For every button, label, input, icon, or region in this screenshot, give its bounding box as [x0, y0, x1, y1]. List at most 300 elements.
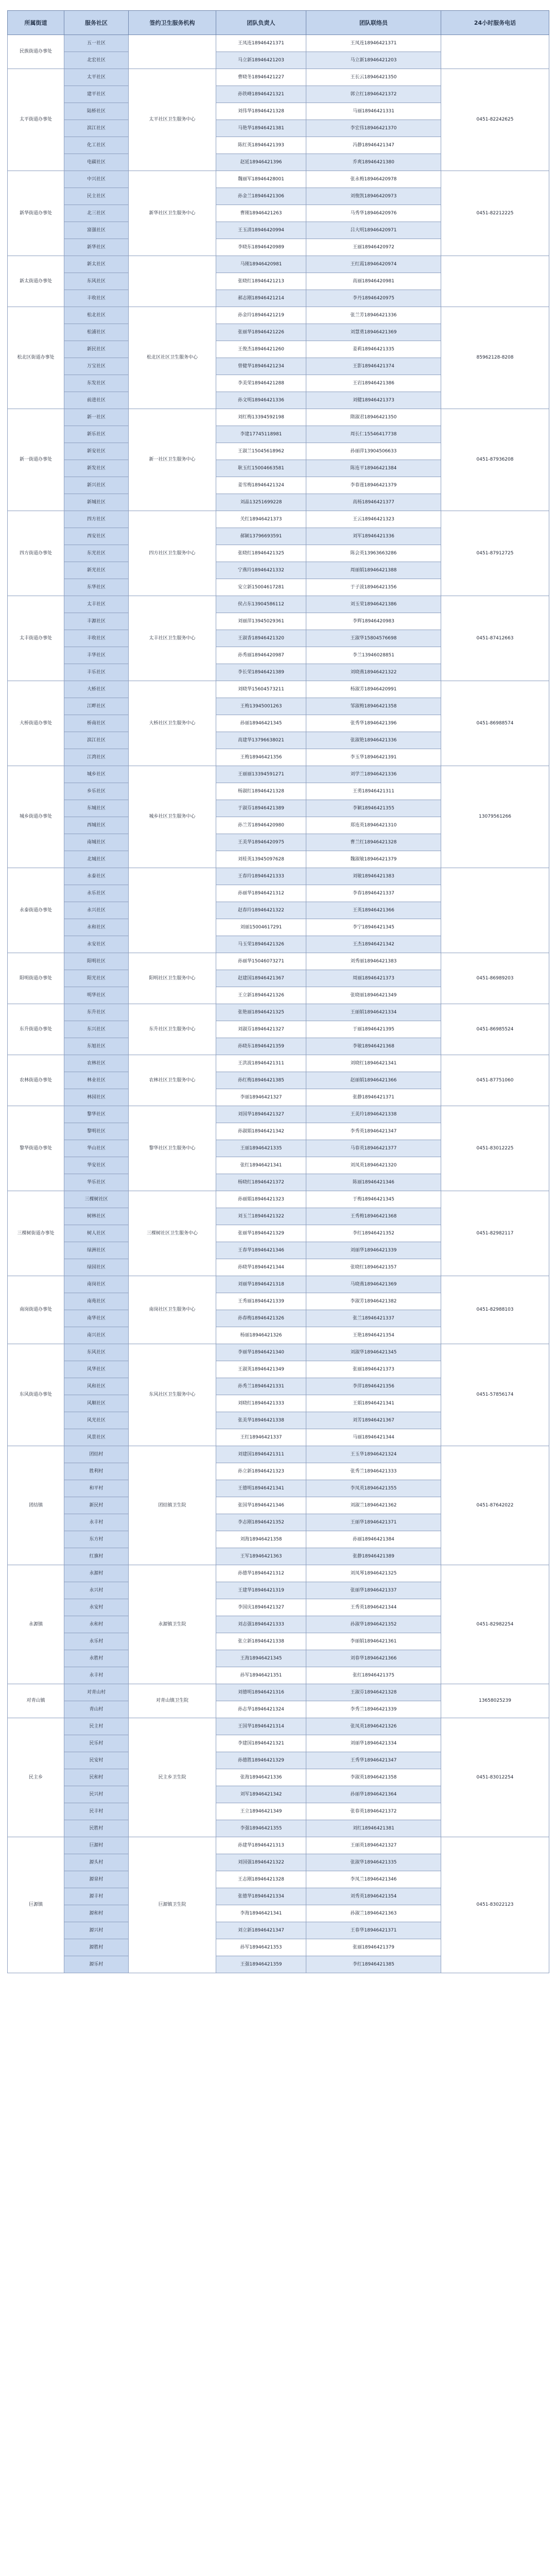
team-leader-cell: 李长荣18946421389	[216, 664, 306, 681]
team-leader-cell: 孙晓东18946421359	[216, 1038, 306, 1055]
team-leader-cell: 王海18946421345	[216, 1650, 306, 1667]
liaison-cell: 王云18946421323	[306, 511, 441, 528]
team-leader-cell: 王美华18946420975	[216, 834, 306, 851]
community-cell: 富强社区	[64, 222, 129, 239]
liaison-cell: 孙丽华18946421364	[306, 1786, 441, 1803]
liaison-cell: 王岩18946421386	[306, 375, 441, 392]
team-leader-cell: 李强18946421355	[216, 1820, 306, 1837]
community-cell: 丰收社区	[64, 630, 129, 647]
liaison-cell: 王美玲18946421338	[306, 1106, 441, 1123]
liaison-cell: 刘玉荣18946421386	[306, 596, 441, 613]
community-cell: 永乐社区	[64, 885, 129, 902]
hospital-cell: 太丰社区卫生服务中心	[129, 596, 216, 681]
liaison-cell: 刘军18946421336	[306, 528, 441, 545]
liaison-cell: 刘晓红18946421341	[306, 1055, 441, 1072]
liaison-cell: 李丽娟18946421361	[306, 1633, 441, 1650]
team-leader-cell: 张晓红18946421213	[216, 273, 306, 290]
community-cell: 永乐村	[64, 1633, 129, 1650]
header-community: 服务社区	[64, 11, 129, 35]
team-leader-cell: 孙秀丽18946420987	[216, 647, 306, 664]
team-leader-cell: 孙丽娟18946421323	[216, 1191, 306, 1208]
community-cell: 华山社区	[64, 1140, 129, 1157]
street-cell: 对青山镇	[8, 1684, 64, 1718]
community-cell: 西城社区	[64, 817, 129, 834]
liaison-cell: 周丽娟18946421388	[306, 562, 441, 579]
liaison-cell: 马丽18946421331	[306, 103, 441, 120]
team-leader-cell: 刘德明18946421316	[216, 1684, 306, 1701]
street-cell: 新一街道办事处	[8, 409, 64, 511]
liaison-cell: 刘淑兰18946421362	[306, 1497, 441, 1514]
street-cell: 阳明街道办事处	[8, 953, 64, 1004]
street-cell: 太平街道办事处	[8, 69, 64, 171]
community-cell: 林业社区	[64, 1072, 129, 1089]
hotline-cell: 0451-83022123	[441, 1837, 549, 1973]
table-row	[8, 953, 549, 970]
liaison-cell: 于丽18946421395	[306, 1021, 441, 1038]
team-leader-cell: 王秀丽18946421339	[216, 1293, 306, 1310]
liaison-cell: 王丽18946420972	[306, 239, 441, 256]
table-row	[8, 596, 549, 613]
team-leader-cell: 孙丽华18946421312	[216, 885, 306, 902]
street-cell: 巨源镇	[8, 1837, 64, 1973]
community-cell: 新发社区	[64, 460, 129, 477]
team-leader-cell: 王丽丽13394591271	[216, 766, 306, 783]
liaison-cell: 李秀兰18946421339	[306, 1701, 441, 1718]
hotline-cell: 0451-82242625	[441, 69, 549, 171]
community-cell: 滨江社区	[64, 120, 129, 137]
table-row	[8, 681, 549, 698]
community-cell: 民和村	[64, 1769, 129, 1786]
liaison-cell: 张秀兰18946421333	[306, 1463, 441, 1480]
liaison-cell: 刘芳18946421367	[306, 1412, 441, 1429]
community-cell: 绿园社区	[64, 1259, 129, 1276]
community-cell: 东升社区	[64, 1004, 129, 1021]
team-leader-cell: 刘红梅13394592198	[216, 409, 306, 426]
community-cell: 农林社区	[64, 1055, 129, 1072]
hotline-cell: 0451-87751060	[441, 1055, 549, 1106]
team-leader-cell: 孙丽华15046073271	[216, 953, 306, 970]
team-leader-cell: 刘建国18946421311	[216, 1446, 306, 1463]
liaison-cell: 张秀华18946421396	[306, 715, 441, 732]
hotline-cell: 13079561266	[441, 766, 549, 868]
liaison-cell: 刘淑华18946421345	[306, 1344, 441, 1361]
community-cell: 城乡社区	[64, 766, 129, 783]
street-cell: 东风街道办事处	[8, 1344, 64, 1446]
street-cell: 新华街道办事处	[8, 171, 64, 256]
team-leader-cell: 李丽华18946421340	[216, 1344, 306, 1361]
community-cell: 化工社区	[64, 137, 129, 154]
street-cell: 三棵树街道办事处	[8, 1191, 64, 1276]
street-cell: 新太街道办事处	[8, 256, 64, 307]
liaison-cell: 周长仁15546417738	[306, 426, 441, 443]
liaison-cell: 李秀英18946421347	[306, 1123, 441, 1140]
hotline-cell: 0451-82988103	[441, 1276, 549, 1344]
community-cell: 永兴社区	[64, 902, 129, 919]
hotline-cell	[441, 868, 549, 953]
table-row	[8, 409, 549, 426]
team-leader-cell: 王德明18946421341	[216, 1480, 306, 1497]
team-leader-cell: 孙志华18946421324	[216, 1701, 306, 1718]
community-cell: 南华社区	[64, 1310, 129, 1327]
team-leader-cell: 王志刚18946421328	[216, 1871, 306, 1888]
team-leader-cell: 王淑兰15045618962	[216, 443, 306, 460]
team-leader-cell: 王洪波18946421311	[216, 1055, 306, 1072]
liaison-cell: 刘敏18946421383	[306, 868, 441, 885]
family-doctor-team-table	[7, 10, 549, 1973]
table-row	[8, 1565, 549, 1582]
team-leader-cell: 王俊杰18946421260	[216, 341, 306, 358]
team-leader-cell: 王丽18946421335	[216, 1140, 306, 1157]
team-leader-cell: 王春玲18946421333	[216, 868, 306, 885]
team-leader-cell: 孙文明18946421336	[216, 392, 306, 409]
street-cell: 永源镇	[8, 1565, 64, 1684]
team-leader-cell: 刘玉兰18946421322	[216, 1208, 306, 1225]
community-cell: 松浦社区	[64, 324, 129, 341]
community-cell: 永和村	[64, 1616, 129, 1633]
community-cell: 团结村	[64, 1446, 129, 1463]
community-cell: 桥南社区	[64, 715, 129, 732]
community-cell: 东风社区	[64, 273, 129, 290]
hospital-cell: 城乡社区卫生服务中心	[129, 766, 216, 868]
community-cell: 东旭社区	[64, 1038, 129, 1055]
liaison-cell: 王杰18946421342	[306, 936, 441, 953]
hospital-cell: 民主乡卫生院	[129, 1718, 216, 1837]
street-cell: 黎华街道办事处	[8, 1106, 64, 1191]
team-leader-cell: 刘桂英13945097628	[216, 851, 306, 868]
community-cell: 西安社区	[64, 528, 129, 545]
community-cell: 永和社区	[64, 919, 129, 936]
community-cell: 南苑社区	[64, 1293, 129, 1310]
liaison-cell: 陈会英13963663286	[306, 545, 441, 562]
community-cell: 新乐社区	[64, 426, 129, 443]
team-leader-cell: 赵建国18946421367	[216, 970, 306, 987]
team-leader-cell: 刘晓红18946421333	[216, 1395, 306, 1412]
community-cell: 太平社区	[64, 69, 129, 86]
community-cell: 太丰社区	[64, 596, 129, 613]
team-leader-cell: 刘淑芬18946421327	[216, 1021, 306, 1038]
community-cell: 五一社区	[64, 35, 129, 52]
team-leader-cell: 高建华13796638021	[216, 732, 306, 749]
community-cell: 北三社区	[64, 205, 129, 222]
community-cell: 新民社区	[64, 341, 129, 358]
hotline-cell: 0451-57856174	[441, 1344, 549, 1446]
liaison-cell: 刘健18946421373	[306, 392, 441, 409]
team-leader-cell: 孙春梅18946421326	[216, 1310, 306, 1327]
hospital-cell	[129, 35, 216, 69]
liaison-cell: 王春华18946421371	[306, 1922, 441, 1939]
community-cell: 民主村	[64, 1718, 129, 1735]
hotline-cell: 0451-86985524	[441, 1004, 549, 1055]
liaison-cell: 陈连平18946421384	[306, 460, 441, 477]
table-body	[8, 35, 549, 1973]
team-leader-cell: 郝志刚18946421214	[216, 290, 306, 307]
community-cell: 绿洲社区	[64, 1242, 129, 1259]
liaison-cell: 刘晓燕18946421322	[306, 664, 441, 681]
liaison-cell: 郑连英18946421310	[306, 817, 441, 834]
community-cell: 对青山村	[64, 1684, 129, 1701]
liaison-cell: 王淑芬18946421328	[306, 1684, 441, 1701]
community-cell: 民安村	[64, 1752, 129, 1769]
community-cell: 东风社区	[64, 1344, 129, 1361]
community-cell: 永泰社区	[64, 868, 129, 885]
team-leader-cell: 张立新18946421338	[216, 1633, 306, 1650]
liaison-cell: 王丽华18946421371	[306, 1514, 441, 1531]
liaison-cell: 李敏18946421368	[306, 1038, 441, 1055]
community-cell: 源兴村	[64, 1922, 129, 1939]
table-row	[8, 1276, 549, 1293]
community-cell: 北宏社区	[64, 52, 129, 69]
hospital-cell: 东风社区卫生服务中心	[129, 1344, 216, 1446]
liaison-cell: 曹兰红18946421328	[306, 834, 441, 851]
community-cell: 江畔社区	[64, 698, 129, 715]
team-leader-cell: 刘晓华15604573211	[216, 681, 306, 698]
table-row	[8, 35, 549, 52]
community-cell: 民兴村	[64, 1786, 129, 1803]
liaison-cell: 马丽18946421344	[306, 1429, 441, 1446]
community-cell: 和平村	[64, 1480, 129, 1497]
liaison-cell: 王秀英18946421344	[306, 1599, 441, 1616]
liaison-cell: 张晓红18946421357	[306, 1259, 441, 1276]
liaison-cell: 王长云18946421350	[306, 69, 441, 86]
community-cell: 民主社区	[64, 188, 129, 205]
team-leader-cell: 刘军18946421342	[216, 1786, 306, 1803]
liaison-cell: 张兰芳18946421336	[306, 307, 441, 324]
hospital-cell	[129, 868, 216, 953]
team-leader-cell: 刘伟华18946421328	[216, 103, 306, 120]
hospital-cell: 永源镇卫生院	[129, 1565, 216, 1684]
hospital-cell: 黎华社区卫生服务中心	[129, 1106, 216, 1191]
liaison-cell: 陈丽18946421346	[306, 1174, 441, 1191]
team-leader-cell: 张海18946421336	[216, 1769, 306, 1786]
team-leader-cell: 杨淑红18946421328	[216, 783, 306, 800]
community-cell: 江湾社区	[64, 749, 129, 766]
street-cell: 南岗街道办事处	[8, 1276, 64, 1344]
hotline-cell: 0451-82982254	[441, 1565, 549, 1684]
team-leader-cell: 耿玉红15004663581	[216, 460, 306, 477]
community-cell: 新华社区	[64, 239, 129, 256]
hospital-cell: 三棵树社区卫生服务中心	[129, 1191, 216, 1276]
liaison-cell: 王英18946421366	[306, 902, 441, 919]
team-leader-cell: 孙红梅18946421385	[216, 1072, 306, 1089]
team-leader-cell: 孙军18946421353	[216, 1939, 306, 1956]
community-cell: 民丰村	[64, 1803, 129, 1820]
hospital-cell: 新华社区卫生服务中心	[129, 171, 216, 256]
community-cell: 永兴村	[64, 1582, 129, 1599]
community-cell: 永胜村	[64, 1650, 129, 1667]
team-leader-cell: 张丽华18946421329	[216, 1225, 306, 1242]
liaison-cell: 王丽英18946421327	[306, 1837, 441, 1854]
liaison-cell: 张静18946421389	[306, 1548, 441, 1565]
liaison-cell: 王秀梅18946421368	[306, 1208, 441, 1225]
community-cell: 东华社区	[64, 579, 129, 596]
liaison-cell: 王艳18946421354	[306, 1327, 441, 1344]
community-cell: 建平社区	[64, 86, 129, 103]
community-cell: 民乐村	[64, 1735, 129, 1752]
table-row	[8, 1684, 549, 1701]
community-cell: 源乐村	[64, 1956, 129, 1973]
liaison-cell: 张兰18946421337	[306, 1310, 441, 1327]
liaison-cell: 王凤连18946421371	[306, 35, 441, 52]
team-leader-cell: 刘丽15004617291	[216, 919, 306, 936]
community-cell: 永安村	[64, 1599, 129, 1616]
liaison-cell: 李淑英18946421358	[306, 1769, 441, 1786]
liaison-cell: 李萍18946421356	[306, 1378, 441, 1395]
table-row	[8, 1344, 549, 1361]
team-leader-cell: 刘立新18946421347	[216, 1922, 306, 1939]
liaison-cell: 李兰13946028851	[306, 647, 441, 664]
table-row	[8, 171, 549, 188]
team-leader-cell: 李国庆18946421327	[216, 1599, 306, 1616]
liaison-cell: 张凤英18946421326	[306, 1718, 441, 1735]
hotline-cell: 0451-87912725	[441, 511, 549, 596]
table-row	[8, 1837, 549, 1854]
community-cell: 新光社区	[64, 562, 129, 579]
table-row	[8, 1106, 549, 1123]
liaison-cell: 吕大明18946420971	[306, 222, 441, 239]
liaison-cell: 孙淑华18946421352	[306, 1616, 441, 1633]
team-leader-cell: 王梅13945001263	[216, 698, 306, 715]
team-leader-cell: 孙铁峰18946421321	[216, 86, 306, 103]
liaison-cell: 高杨18946421377	[306, 494, 441, 511]
hotline-cell: 0451-87936208	[441, 409, 549, 511]
street-cell: 松北区街道办事处	[8, 307, 64, 409]
community-cell: 风顺社区	[64, 1395, 129, 1412]
liaison-cell: 王丽娟18946421334	[306, 1004, 441, 1021]
liaison-cell: 李宁18946421345	[306, 919, 441, 936]
header-team-leader: 团队负责人	[216, 11, 306, 35]
table-row	[8, 307, 549, 324]
hotline-cell	[441, 35, 549, 69]
liaison-cell: 于梅18946421345	[306, 1191, 441, 1208]
team-leader-cell: 张艳丽18946421325	[216, 1004, 306, 1021]
community-cell: 源泉村	[64, 1871, 129, 1888]
hospital-cell: 对青山镇卫生院	[129, 1684, 216, 1718]
community-cell: 林园社区	[64, 1089, 129, 1106]
team-leader-cell: 李晓东18946420989	[216, 239, 306, 256]
street-cell: 太丰街道办事处	[8, 596, 64, 681]
community-cell: 源丰村	[64, 1888, 129, 1905]
team-leader-cell: 张国华18946421346	[216, 1497, 306, 1514]
team-leader-cell: 王强18946421359	[216, 1956, 306, 1973]
community-cell: 丰收社区	[64, 290, 129, 307]
team-leader-cell: 李建国18946421321	[216, 1735, 306, 1752]
team-leader-cell: 李志刚18946421352	[216, 1514, 306, 1531]
liaison-cell: 刘丽华18946421334	[306, 1735, 441, 1752]
team-leader-cell: 孙立新18946421323	[216, 1463, 306, 1480]
team-leader-cell: 侯占东13904586112	[216, 596, 306, 613]
community-cell: 大桥社区	[64, 681, 129, 698]
community-cell: 东发社区	[64, 375, 129, 392]
team-leader-cell: 于淑芬18946421389	[216, 800, 306, 817]
community-cell: 电碳社区	[64, 154, 129, 171]
team-leader-cell: 张德华18946421334	[216, 1888, 306, 1905]
team-leader-cell: 王建华18946421319	[216, 1582, 306, 1599]
liaison-cell: 马秀华18946420976	[306, 205, 441, 222]
table-row	[8, 1055, 549, 1072]
community-cell: 永安社区	[64, 936, 129, 953]
hospital-cell: 南岗社区卫生服务中心	[129, 1276, 216, 1344]
team-leader-cell: 孙秀兰18946421331	[216, 1378, 306, 1395]
liaison-cell: 马春英18946421377	[306, 1140, 441, 1157]
team-leader-cell: 张美华18946421338	[216, 1412, 306, 1429]
street-cell: 城乡街道办事处	[8, 766, 64, 868]
team-leader-cell: 王红18946421337	[216, 1429, 306, 1446]
liaison-cell: 李辉18946420983	[306, 613, 441, 630]
team-leader-cell: 关红18946421373	[216, 511, 306, 528]
community-cell: 丰华社区	[64, 647, 129, 664]
liaison-cell: 张丽18946421373	[306, 1361, 441, 1378]
community-cell: 华安社区	[64, 1157, 129, 1174]
team-leader-cell: 宁燕玲18946421332	[216, 562, 306, 579]
community-cell: 三棵树社区	[64, 1191, 129, 1208]
street-cell: 永泰街道办事处	[8, 868, 64, 953]
liaison-cell: 周丽18946421373	[306, 970, 441, 987]
hotline-cell: 0451-83012225	[441, 1106, 549, 1191]
community-cell: 树林社区	[64, 1208, 129, 1225]
street-cell: 大桥街道办事处	[8, 681, 64, 766]
community-cell: 巨源村	[64, 1837, 129, 1854]
liaison-cell: 杨淑芳18946420991	[306, 681, 441, 698]
liaison-cell: 李丹18946420975	[306, 290, 441, 307]
liaison-cell: 于子波18946421356	[306, 579, 441, 596]
table-row	[8, 256, 549, 273]
community-cell: 华乐社区	[64, 1174, 129, 1191]
liaison-cell: 赵丽娟18946421366	[306, 1072, 441, 1089]
liaison-cell: 李红18946421385	[306, 1956, 441, 1973]
team-leader-cell: 杨晓红18946421372	[216, 1174, 306, 1191]
hotline-cell: 0451-83012254	[441, 1718, 549, 1837]
liaison-cell: 张丽华18946421337	[306, 1582, 441, 1599]
liaison-cell: 刘秀英18946421354	[306, 1888, 441, 1905]
community-cell: 滨江社区	[64, 732, 129, 749]
header-hospital: 签约卫生服务机构	[129, 11, 216, 35]
team-leader-cell: 赵春玲18946421322	[216, 902, 306, 919]
community-cell: 前进社区	[64, 392, 129, 409]
hospital-cell: 四方社区卫生服务中心	[129, 511, 216, 596]
header-hotline: 24小时服务电话	[441, 11, 549, 35]
hotline-cell: 0451-82212225	[441, 171, 549, 256]
team-leader-cell: 王立新18946421326	[216, 987, 306, 1004]
community-cell: 源和村	[64, 1905, 129, 1922]
liaison-cell: 刘丽华18946421339	[306, 1242, 441, 1259]
team-leader-cell: 王淑英18946421349	[216, 1361, 306, 1378]
community-cell: 南城社区	[64, 834, 129, 851]
team-leader-cell: 曹晓冬18946421227	[216, 69, 306, 86]
community-cell: 永源村	[64, 1565, 129, 1582]
team-leader-cell: 魏丽军18946428001	[216, 171, 306, 188]
community-cell: 南岗社区	[64, 1276, 129, 1293]
team-leader-cell: 曾健华18946421234	[216, 358, 306, 375]
hotline-cell: 85962128-8208	[441, 307, 549, 409]
community-cell: 树人社区	[64, 1225, 129, 1242]
community-cell: 源头村	[64, 1854, 129, 1871]
liaison-cell: 李凤兰18946421346	[306, 1871, 441, 1888]
hospital-cell: 阳明社区卫生服务中心	[129, 953, 216, 1004]
team-leader-cell: 曹刚18946421263	[216, 205, 306, 222]
team-leader-cell: 姜雪梅18946421324	[216, 477, 306, 494]
team-leader-cell: 刘志强18946421333	[216, 1616, 306, 1633]
team-leader-cell: 孙金玲18946421219	[216, 307, 306, 324]
street-cell: 团结镇	[8, 1446, 64, 1565]
liaison-cell: 王淑华15804576698	[306, 630, 441, 647]
hospital-cell: 松北区社区卫生服务中心	[129, 307, 216, 409]
team-leader-cell: 刘国强18946421322	[216, 1854, 306, 1871]
team-leader-cell: 王国华18946421314	[216, 1718, 306, 1735]
community-cell: 黎华社区	[64, 1106, 129, 1123]
team-leader-cell: 李美荣18946421288	[216, 375, 306, 392]
street-cell: 农林街道办事处	[8, 1055, 64, 1106]
table-row	[8, 1191, 549, 1208]
